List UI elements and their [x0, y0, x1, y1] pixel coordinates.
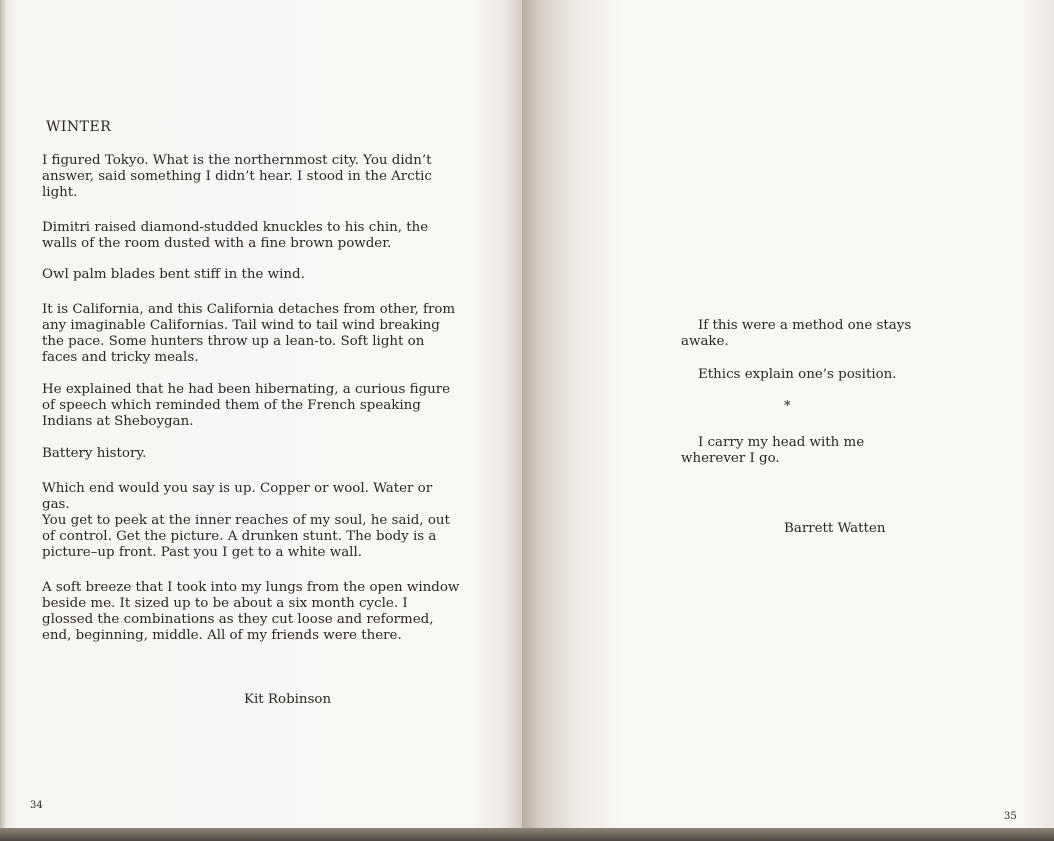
- stanza-7: Which end would you say is up. Copper or wool. Water or gas.: [42, 481, 433, 512]
- page-left-edge: [0, 0, 6, 833]
- page-number-left: 34: [30, 800, 43, 811]
- author-kit-robinson: Kit Robinson: [244, 692, 332, 707]
- page-number-right: 35: [1004, 811, 1017, 822]
- stanza-8: You get to peek at the inner reaches of my soul, he said, out of control. Get the picture. A drunken stunt. The body is a picture–up front. Past you I get to a white wall.: [42, 513, 450, 560]
- right-page: [522, 0, 1054, 833]
- stanza-3: Owl palm blades bent stiff in the wind.: [42, 267, 305, 282]
- stanza-5: He explained that he had been hibernating, a curious figure of speech which reminded them of the French speaking Indians at Sheboygan.: [42, 382, 451, 429]
- stanza-6: Battery history.: [42, 446, 147, 461]
- right-stanza-1: If this were a method one stays awake.: [681, 318, 912, 349]
- page-bottom-edge: [0, 828, 1054, 841]
- section-separator: *: [784, 399, 791, 414]
- stanza-1: I figured Tokyo. What is the northernmost city. You didn’t answer, said something I didn’t hear. I stood in the Arctic light.: [42, 153, 432, 200]
- left-page: [0, 0, 530, 833]
- stanza-2: Dimitri raised diamond-studded knuckles to his chin, the walls of the room dusted with a fine brown powder.: [42, 220, 429, 251]
- right-stanza-3: I carry my head with me wherever I go.: [681, 435, 865, 466]
- author-barrett-watten: Barrett Watten: [784, 521, 886, 536]
- stanza-4: It is California, and this California detaches from other, from any imaginable Californias. Tail wind to tail wind breaking the pace. Some hunters throw up a lean-to. Soft light on faces and tricky meals.: [42, 302, 456, 365]
- right-stanza-2: Ethics explain one’s position.: [698, 367, 897, 382]
- stanza-9: A soft breeze that I took into my lungs from the open window beside me. It sized up to be about a six month cycle. I glossed the combinations as they cut loose and reformed, end, beginning, middle. All of my friends were there.: [42, 580, 460, 643]
- poem-title: WINTER: [46, 119, 112, 135]
